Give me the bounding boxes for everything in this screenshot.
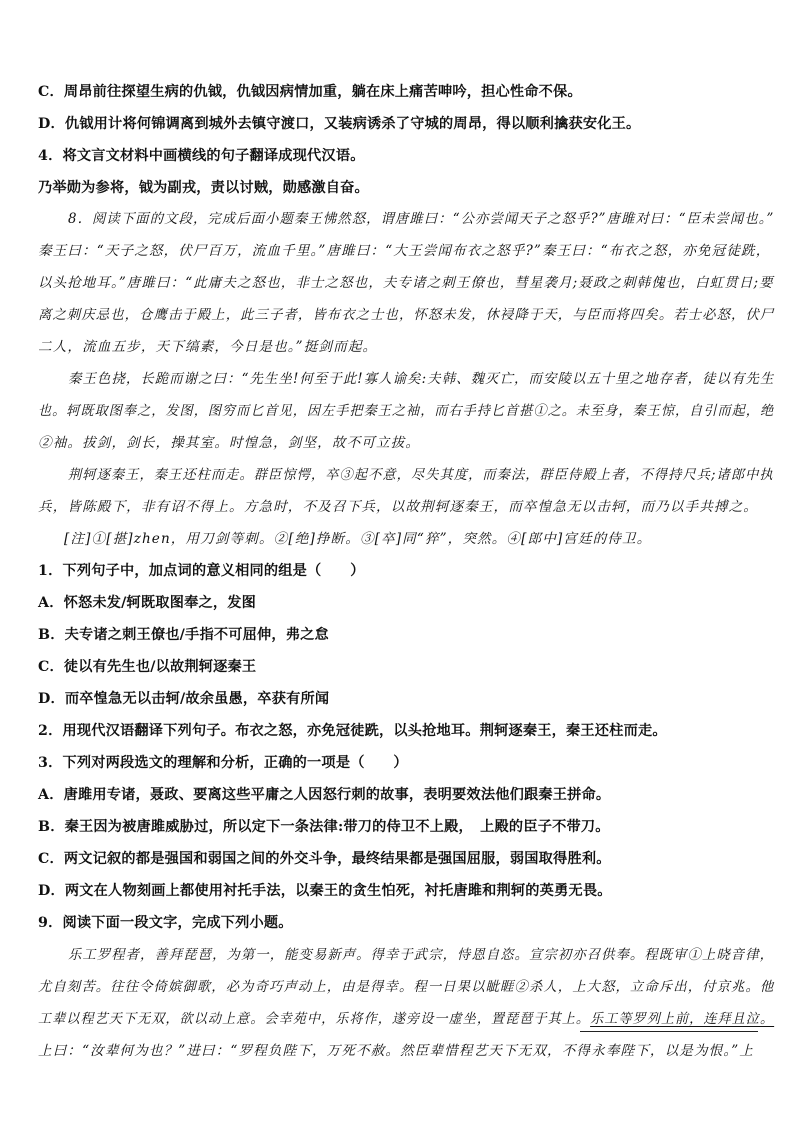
passage-8-line: 兵，皆陈殿下，非有诏不得上。方急时，不及召下兵，以故荆轲逐秦王，而卒惶急无以击轲，而乃以手共搏之。	[38, 499, 758, 515]
option-c: C．徒以有先生也/以故荆轲逐秦王	[38, 659, 257, 675]
passage-8-line: 8．阅读下面的文段，完成后面小题秦王怫然怒，谓唐雎曰：“公亦尝闻天子之怒乎?”唐雎对曰：“臣未尝闻也。”	[68, 211, 775, 227]
passage-8-line: 也。轲既取图奉之，发图，图穷而匕首见，因左手把秦王之袖，而右手持匕首揕①之。未至身，秦王惊，自引而起，绝	[38, 403, 775, 419]
passage-8-line: 离之刺庆忌也，仓鹰击于殿上，此三子者，皆布衣之士也，怀怒未发，休祲降于天，与臣而将四矣。若士必怒，伏尸	[38, 307, 775, 323]
passage-8-line: ②袖。拔剑，剑长，操其室。时惶急，剑坚，故不可立拔。	[38, 435, 421, 451]
option-c-q3: C．周昂前往探望生病的仇钺，仇钺因病情加重，躺在床上痛苦呻吟，担心性命不保。	[38, 84, 582, 100]
passage-9-line	[38, 1009, 774, 1029]
option-d: D．而卒惶急无以击轲/故余虽愚，卒获有所闻	[38, 691, 330, 707]
question-9: 9．阅读下面一段文字，完成下列小题。	[38, 915, 293, 931]
question-1: 1．下列句子中，加点词的意义相同的组是（ ）	[38, 563, 365, 579]
underlined-sentence: 乐工等罗列上前，连拜且泣。	[590, 1011, 775, 1027]
option-c: C．两文记叙的都是强国和弱国之间的外交斗争，最终结果都是强国屈服，弱国取得胜利。	[38, 851, 611, 867]
option-d-q3: D．仇钺用计将何锦调离到城外去镇守渡口，又装病诱杀了守城的周昂，得以顺利擒获安化王。	[38, 116, 641, 132]
passage-8-notes: [注]①[揕]zhen，用刀剑等刺。②[绝]挣断。③[卒]同“猝”，突然。④[郎中]宫廷的侍卫。	[64, 531, 652, 547]
question-3: 3．下列对两段选文的理解和分析，正确的一项是（ ）	[38, 755, 408, 771]
question-4-sentence: 乃举勋为参将，钺为副戎，责以讨贼，勋感激自奋。	[38, 180, 369, 196]
passage-9-line: 尤自刻苦。往往令倚嫔御歌，必为奇巧声动上，由是得幸。程一日果以眦睚②杀人，上大怒，立命斥出，付京兆。他	[38, 979, 775, 995]
passage-8-line: 以头抢地耳。”唐雎曰：“此庸夫之怒也，非士之怒也，夫专诸之刺王僚也，彗星袭月;聂政之刺韩傀也，白虹贯日;要	[38, 275, 774, 291]
question-4: 4．将文言文材料中画横线的句子翻译成现代汉语。	[38, 148, 365, 164]
option-b: B．夫专诸之刺王僚也/手指不可屈伸，弗之怠	[38, 627, 329, 643]
option-a: A．唐雎用专诸，聂政、要离这些平庸之人因怒行刺的故事，表明要效法他们跟秦王拼命。	[38, 787, 611, 803]
question-2: 2．用现代汉语翻译下列句子。布衣之怒，亦免冠徒跣，以头抢地耳。荆轲逐秦王，秦王还柱而走。	[38, 723, 667, 739]
option-b: B．秦王因为被唐雎威胁过，所以定下一条法律:带刀的侍卫不上殿， 上殿的臣子不带刀。	[38, 819, 610, 835]
passage-8-line: 荆轲逐秦王，秦王还柱而走。群臣惊愕，卒③起不意，尽失其度，而秦法，群臣侍殿上者，不得持尺兵;诸郎中执	[68, 467, 774, 483]
passage-8-line: 秦王色挠，长跪而谢之曰：“先生坐!何至于此!寡人谕矣:夫韩、魏灭亡，而安陵以五十里之地存者，徒以有先生	[68, 371, 775, 387]
option-d: D．两文在人物刻画上都使用衬托手法，以秦王的贪生怕死，衬托唐雎和荆轲的英勇无畏。	[38, 883, 612, 899]
underline-rule	[580, 1031, 758, 1032]
passage-9-line: 乐工罗程者，善拜琵琶，为第一，能变易新声。得幸于武宗，恃恩自恣。宣宗初亦召供奉。程既审①上晓音律，	[68, 947, 775, 963]
passage-9-text: 工辈以程艺天下无双，欲以动上意。会幸苑中，乐将作，遂旁设一虚坐，置琵琶于其上。	[38, 1011, 591, 1027]
passage-8-line: 秦王曰：“天子之怒，伏尸百万，流血千里。”唐雎曰：“大王尝闻布衣之怒乎?”秦王曰：“布衣之怒，亦免冠徒跣，	[38, 243, 771, 259]
passage-9-line: 上曰：“汝辈何为也？”进曰：“罗程负陛下，万死不赦。然臣辈惜程艺天下无双，不得永奉陛下，以是为恨。”上	[38, 1043, 754, 1059]
option-a: A．怀怒未发/轲既取图奉之，发图	[38, 595, 257, 611]
passage-8-line: 二人，流血五步，天下缟素，今日是也。”挺剑而起。	[38, 339, 378, 355]
